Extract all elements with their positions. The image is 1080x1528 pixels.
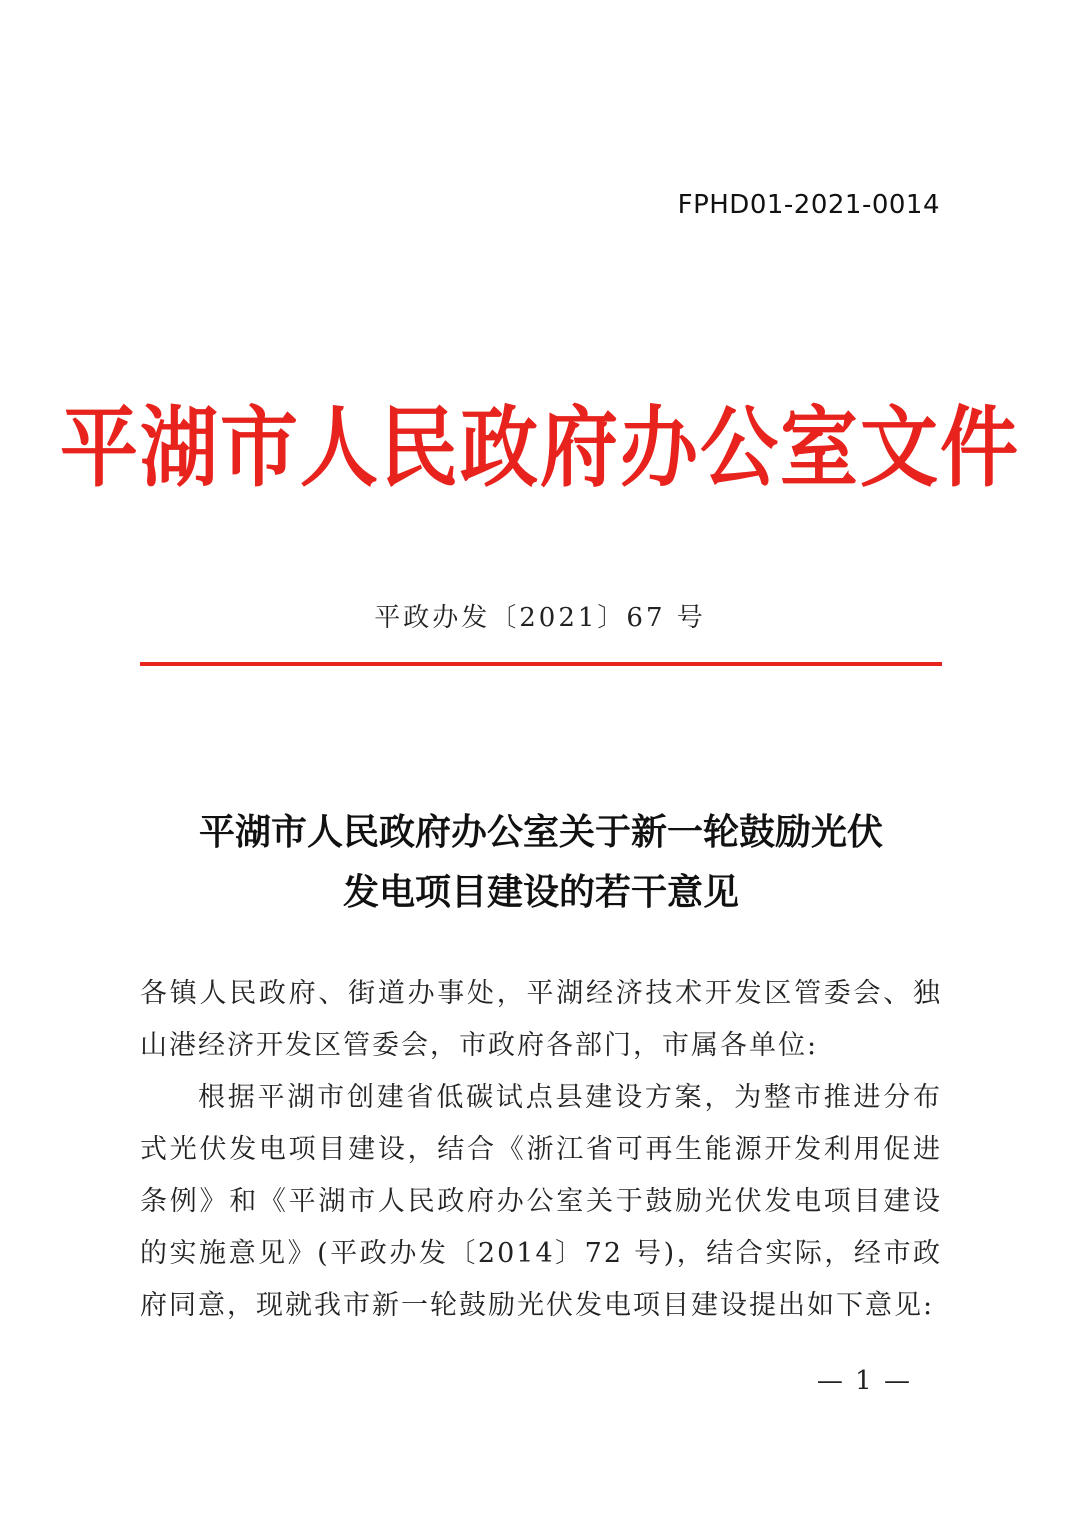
title-line-2: 发电项目建设的若干意见 [342,871,739,913]
page-number: — 1 — [816,1366,912,1396]
red-divider-line [140,662,942,666]
masthead-title: 平湖市人民政府办公室文件 [59,397,1020,500]
body-paragraph: 根据平湖市创建省低碳试点县建设方案，为整市推进分布式光伏发电项目建设，结合《浙江省可再生能源开发利用促进条例》和《平湖市人民政府办公室关于鼓励光伏发电项目建设的实施意见》(平政办发〔2014〕72 号)，结合实际，经市政府同意，现就我市新一轮鼓励光伏发电项目建设提出如下意见: [140,1082,942,1321]
document-body [140,968,942,1332]
document-title [140,802,942,922]
title-line-1: 平湖市人民政府办公室关于新一轮鼓励光伏 [198,811,883,853]
recipients-paragraph: 各镇人民政府、街道办事处，平湖经济技术开发区管委会、独山港经济开发区管委会，市政府各部门，市属各单位: [140,978,942,1061]
issue-number: 平政办发〔2021〕67 号 [374,603,706,633]
document-code: FPHD01-2021-0014 [677,190,940,220]
